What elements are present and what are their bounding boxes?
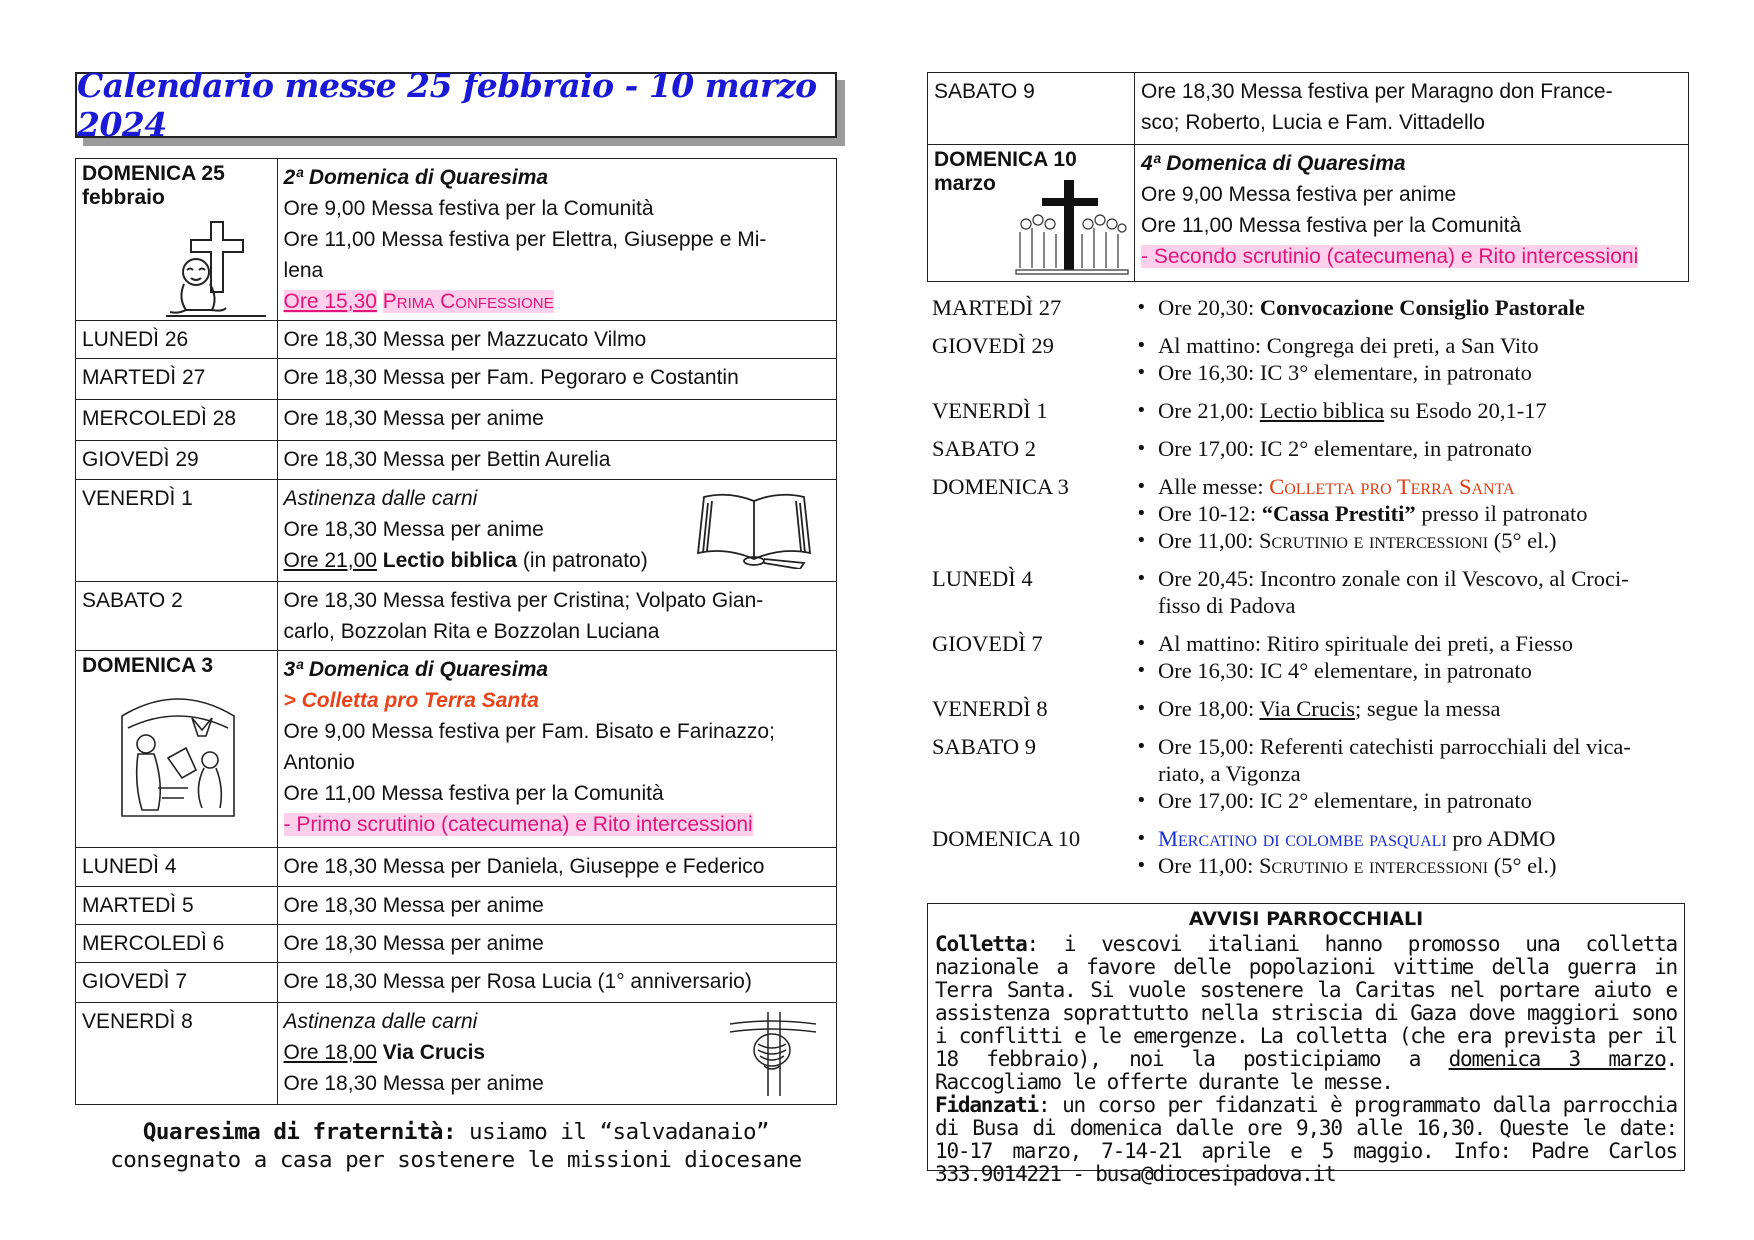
notice-item <box>1138 825 1692 852</box>
event-cell: Ore 18,30 Messa per Mazzucato Vilmo <box>277 321 836 359</box>
weekday-label: GIOVEDÌ 7 <box>932 631 1043 656</box>
event-cell: Ore 18,30 Messa per Daniela, Giuseppe e Federico <box>277 848 836 887</box>
notice-item: • Al mattino: Ritiro spirituale dei preti, a Fiesso <box>1138 630 1692 657</box>
table-row <box>76 925 837 963</box>
table-row <box>76 400 837 441</box>
day-label-month: febbraio <box>82 186 165 209</box>
notice-text: : i vescovi italiani hanno promosso una colletta nazionale a favore delle popolazioni vittime della guerra in Terra Santa. Si vuole sostenere la Caritas nel portare aiuto e assistenza soprattutto nella striscia di Gaza dove maggiori sono i conflitti e le emergenze. La colletta (che era prevista per il 18 febbraio), noi la posticipiamo a <box>935 932 1677 1071</box>
notice-text: (5° el.) <box>1488 853 1557 878</box>
notice-text: (5° el.) <box>1488 528 1557 553</box>
event-highlight: - Secondo scrutinio (catecumena) e Rito intercessioni <box>1141 245 1639 268</box>
event-line: Ore 18,30 Messa per anime <box>283 1072 544 1095</box>
day-cell: GIOVEDÌ 7 <box>76 963 278 1003</box>
event-tail: (in patronato) <box>522 549 648 572</box>
event-cell: Ore 18,30 Messa per Rosa Lucia (1° anniversario) <box>277 963 836 1003</box>
event-cell: Ore 18,30 Messa per anime <box>277 887 836 925</box>
table-row <box>76 441 837 480</box>
notice-date: domenica 3 marzo <box>1448 1047 1666 1071</box>
weekday-label: SABATO 9 <box>932 734 1036 759</box>
day-cell: SABATO 2 <box>76 582 278 651</box>
notice-text: ; segue la messa <box>1354 696 1501 721</box>
day-cell: LUNEDÌ 4 <box>76 848 278 887</box>
day-label: DOMENICA 25 <box>82 162 225 185</box>
day-label: DOMENICA 3 <box>82 654 214 677</box>
list-item <box>932 565 1692 619</box>
notice-text: . Raccogliamo le offerte durante le messe. <box>935 1047 1677 1094</box>
table-row <box>76 963 837 1003</box>
event-highlight: - Primo scrutinio (catecumena) e Rito intercessioni <box>283 813 753 836</box>
notice-smallcaps: Scrutinio e intercessioni <box>1259 528 1489 553</box>
event-cell <box>277 1003 836 1105</box>
event-cell <box>1135 145 1689 282</box>
open-bible-icon <box>694 489 814 569</box>
notice-text: : un corso per fidanzati è programmato dalla parrocchia di Busa di domenica dalle ore 9,30 alle 16,30. Queste le date: 10-17 marzo, 7-14-21 aprile e 5 maggio. Info: Padre Carlos 333.9014221 - busa@diocesipadova.it <box>935 1093 1677 1186</box>
event-line: sco; Roberto, Lucia e Fam. Vittadello <box>1141 111 1485 134</box>
day-cell: LUNEDÌ 26 <box>76 321 278 359</box>
event-time: Ore 15,30 <box>283 290 377 313</box>
notice-paragraph <box>935 1094 1677 1186</box>
page-title-box <box>75 66 837 144</box>
event-highlight: Lectio biblica <box>382 549 517 572</box>
event-line: Ore 18,30 Messa per anime <box>283 518 544 541</box>
event-title: 2ª Domenica di Quaresima <box>283 166 549 189</box>
table-row <box>76 480 837 582</box>
event-cell <box>277 651 836 848</box>
notice-item: • Ore 16,30: IC 3° elementare, in patronato <box>1138 359 1692 386</box>
event-cell: Ore 18,30 Messa per anime <box>277 400 836 441</box>
weekday-label: GIOVEDÌ 29 <box>932 333 1054 358</box>
day-cell <box>76 651 278 848</box>
notice-underlined: Via Crucis <box>1259 696 1355 721</box>
event-line: lena <box>283 259 324 282</box>
notice-text: Ore 11,00: <box>1158 528 1260 553</box>
event-line: Ore 9,00 Messa festiva per anime <box>1141 183 1457 206</box>
day-cell: MARTEDÌ 5 <box>76 887 278 925</box>
notice-paragraph <box>935 933 1677 1094</box>
event-line: Astinenza dalle carni <box>283 487 478 510</box>
event-highlight: Prima Confessione <box>382 290 554 313</box>
notice-item <box>1138 500 1692 527</box>
table-row <box>76 887 837 925</box>
notice-text: fisso di Padova <box>1158 593 1296 618</box>
notice-item <box>1138 733 1692 787</box>
weekly-notices <box>932 294 1692 890</box>
notice-text: Ore 21,00: <box>1158 398 1260 423</box>
notice-text: Ore 15,00: Referenti catechisti parrocchiali del vica- <box>1158 734 1631 759</box>
day-label-month: marzo <box>934 172 996 195</box>
event-line: carlo, Bozzolan Rita e Bozzolan Luciana <box>283 620 660 643</box>
table-row <box>76 1003 837 1105</box>
notice-item <box>1138 565 1692 619</box>
day-cell: VENERDÌ 1 <box>76 480 278 582</box>
weekday-label: DOMENICA 3 <box>932 474 1069 499</box>
table-row <box>76 321 837 359</box>
crucifix-icon <box>728 1010 818 1096</box>
event-line: Ore 18,30 Messa festiva per Maragno don France- <box>1141 80 1613 103</box>
list-item <box>932 397 1692 424</box>
notice-underlined: Lectio biblica <box>1259 398 1385 423</box>
day-cell <box>928 145 1135 282</box>
parish-notices-box <box>927 903 1685 1186</box>
notices-heading: AVVISI PARROCCHIALI <box>1188 908 1424 930</box>
cross-child-icon <box>156 220 272 320</box>
notice-item <box>1138 473 1692 500</box>
table-row <box>76 651 837 848</box>
event-line <box>1141 241 1682 272</box>
list-item <box>932 695 1692 722</box>
list-item <box>932 332 1692 386</box>
event-line: Ore 18,30 Messa festiva per Cristina; Volpato Gian- <box>283 589 764 612</box>
notice-highlight: Mercatino di colombe pasquali <box>1158 826 1447 851</box>
notice-text: Ore 11,00: <box>1158 853 1260 878</box>
event-line: Ore 11,00 Messa festiva per Elettra, Giuseppe e Mi- <box>283 228 767 251</box>
table-row <box>76 582 837 651</box>
event-line: Antonio <box>283 751 355 774</box>
event-line <box>284 286 830 317</box>
notice-bold: “Cassa Prestiti” <box>1261 501 1416 526</box>
event-line: Ore 9,00 Messa festiva per Fam. Bisato e Farinazzo; <box>283 720 775 743</box>
weekday-label: VENERDÌ 1 <box>932 398 1048 423</box>
event-cell: Ore 18,30 Messa per Fam. Pegoraro e Costantin <box>277 359 836 400</box>
event-highlight: > Colletta pro Terra Santa <box>283 689 539 712</box>
weekday-label: DOMENICA 10 <box>932 826 1081 851</box>
list-item <box>932 825 1692 879</box>
notice-text: su Esodo 20,1-17 <box>1384 398 1547 423</box>
event-title: 3ª Domenica di Quaresima <box>283 658 549 681</box>
day-label: DOMENICA 10 <box>934 148 1077 171</box>
weekday-label: MARTEDÌ 27 <box>932 295 1062 320</box>
page-title: Calendario messe 25 febbraio - 10 marzo 2024 <box>77 66 817 144</box>
event-highlight: Via Crucis <box>382 1041 486 1064</box>
event-time: Ore 21,00 <box>283 549 377 572</box>
event-line: Ore 11,00 Messa festiva per la Comunità <box>283 782 664 805</box>
notice-text: pro ADMO <box>1446 826 1556 851</box>
day-cell: MERCOLEDÌ 28 <box>76 400 278 441</box>
notice-text: Ore 20,30: <box>1158 295 1260 320</box>
notice-label: Fidanzati <box>935 1093 1038 1117</box>
table-row <box>76 359 837 400</box>
notice-text: Ore 10-12: <box>1158 501 1262 526</box>
event-cell <box>1135 73 1689 145</box>
notice-text: riato, a Vigonza <box>1158 761 1301 786</box>
day-cell: SABATO 9 <box>928 73 1135 145</box>
day-cell <box>76 159 278 321</box>
table-row <box>928 145 1689 282</box>
notice-item: • Ore 17,00: IC 2° elementare, in patronato <box>1138 787 1692 814</box>
footer-text: usiamo il “salvadanaio” <box>456 1119 770 1145</box>
notice-text: presso il patronato <box>1415 501 1588 526</box>
notice-label: Colletta <box>935 932 1027 956</box>
notice-bold: Convocazione Consiglio Pastorale <box>1259 295 1585 320</box>
list-item <box>932 733 1692 814</box>
notice-text: Alle messe: <box>1158 474 1270 499</box>
cross-crowd-icon <box>1014 176 1130 276</box>
notice-item <box>1138 527 1692 554</box>
day-cell: GIOVEDÌ 29 <box>76 441 278 480</box>
footer-label: Quaresima di fraternità: <box>142 1119 456 1145</box>
notice-item: • Ore 16,30: IC 4° elementare, in patronato <box>1138 657 1692 684</box>
day-cell: MERCOLEDÌ 6 <box>76 925 278 963</box>
table-row <box>76 848 837 887</box>
day-cell: MARTEDÌ 27 <box>76 359 278 400</box>
table-row <box>928 73 1689 145</box>
footer-text: consegnato a casa per sostenere le missioni diocesane <box>110 1147 802 1173</box>
notice-item: • Al mattino: Congrega dei preti, a San Vito <box>1138 332 1692 359</box>
notice-highlight: Colletta pro Terra Santa <box>1269 474 1515 499</box>
event-line: Astinenza dalle carni <box>283 1010 478 1033</box>
calendar-table <box>75 158 837 1105</box>
apostles-scene-icon <box>118 688 238 818</box>
event-cell: Ore 18,30 Messa per anime <box>277 925 836 963</box>
event-title: 4ª Domenica di Quaresima <box>1141 152 1406 175</box>
list-item <box>932 473 1692 554</box>
notice-item <box>1138 294 1692 321</box>
event-cell: Ore 18,30 Messa per Bettin Aurelia <box>277 441 836 480</box>
event-cell <box>277 159 836 321</box>
notice-item <box>1138 695 1692 722</box>
notice-item <box>1138 852 1692 879</box>
notice-text: Ore 20,45: Incontro zonale con il Vescovo, al Croci- <box>1158 566 1629 591</box>
notice-smallcaps: Scrutinio e intercessioni <box>1259 853 1489 878</box>
notice-text: Ore 18,00: <box>1158 696 1260 721</box>
list-item <box>932 435 1692 462</box>
notice-item <box>1138 397 1692 424</box>
calendar-table-continued <box>927 72 1689 282</box>
table-row <box>76 159 837 321</box>
weekday-label: VENERDÌ 8 <box>932 696 1048 721</box>
list-item <box>932 630 1692 684</box>
event-line: Ore 9,00 Messa festiva per la Comunità <box>283 197 654 220</box>
event-line: Ore 11,00 Messa festiva per la Comunità <box>1141 214 1522 237</box>
event-line <box>284 809 830 840</box>
event-time: Ore 18,00 <box>283 1041 377 1064</box>
day-cell: VENERDÌ 8 <box>76 1003 278 1105</box>
footer-note <box>75 1118 837 1174</box>
weekday-label: SABATO 2 <box>932 436 1036 461</box>
event-cell <box>277 582 836 651</box>
event-cell <box>277 480 836 582</box>
weekday-label: LUNEDÌ 4 <box>932 566 1033 591</box>
notice-item: • Ore 17,00: IC 2° elementare, in patronato <box>1138 435 1692 462</box>
list-item <box>932 294 1692 321</box>
